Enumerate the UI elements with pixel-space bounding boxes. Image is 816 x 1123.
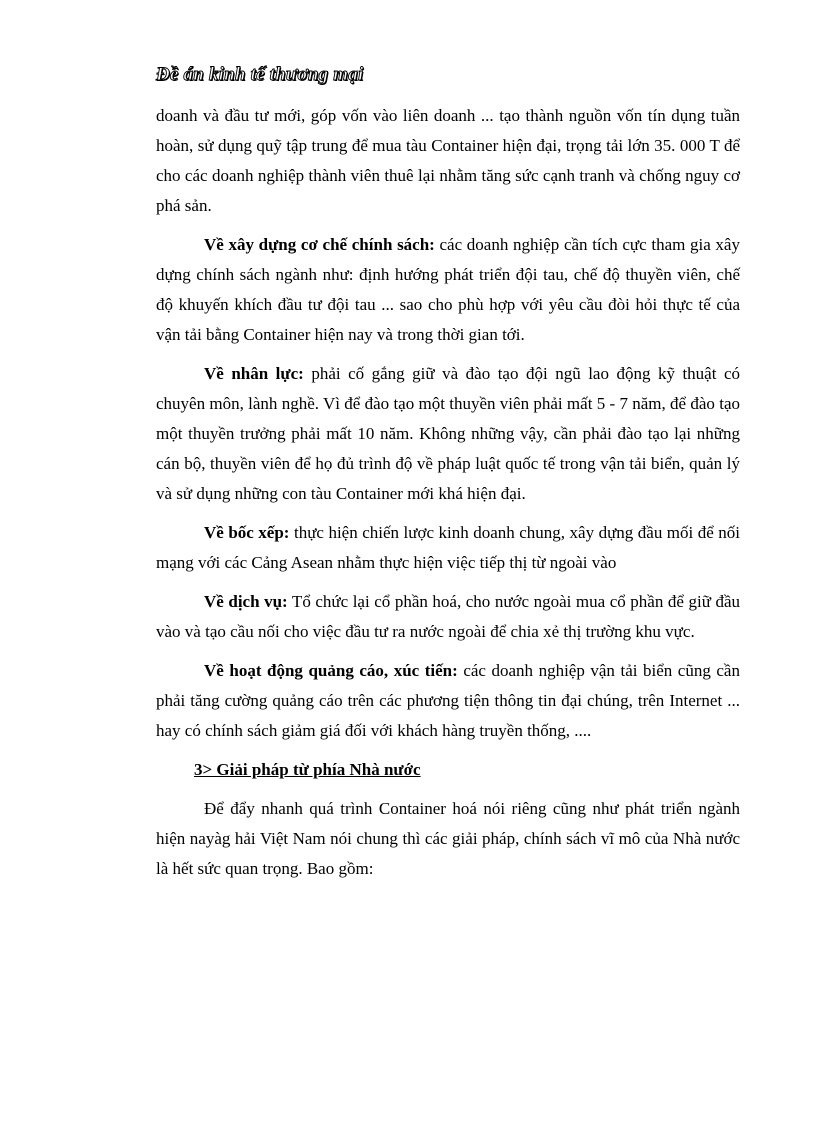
paragraph-policy — [156, 230, 740, 350]
paragraph-loading — [156, 518, 740, 578]
section-heading — [156, 755, 740, 785]
section-paragraph: Để đẩy nhanh quá trình Container hoá nói riêng cũng như phát triển ngành hiện nayàg hải Việt Nam nói chung thì các giải pháp, chính sách vĩ mô của Nhà nước là hết sức quan trọng. Bao gồm: — [156, 799, 740, 878]
paragraph-services — [156, 587, 740, 647]
paragraph-text: các doanh nghiệp cần tích cực tham gia xây dựng chính sách ngành như: định hướng phát triển đội tau, chế độ thuyền viên, chế độ khuyến khích đầu tư đội tau ... sao cho phù hợp với yêu cầu đòi hỏi thực tế của vận tải bằng Container hiện nay và trong thời gian tới. — [156, 235, 740, 344]
intro-paragraph: doanh và đầu tư mới, góp vốn vào liên doanh ... tạo thành nguồn vốn tín dụng tuần hoàn, sử dụng quỹ tập trung để mua tàu Container hiện đại, trọng tải lớn 35. 000 T để cho các doanh nghiệp thành viên thuê lại nhằm tăng sức cạnh tranh và chống nguy cơ phá sản. — [156, 106, 740, 215]
paragraph-label: Về dịch vụ: — [204, 592, 288, 611]
paragraph-text: các doanh nghiệp vận tải biển cũng cần phải tăng cường quảng cáo trên các phương tiện thông tin đại chúng, trên Internet ... hay có chính sách giảm giá đối với khách hàng truyền thống, .... — [156, 661, 740, 740]
paragraph-label: Về hoạt động quảng cáo, xúc tiến: — [204, 661, 458, 680]
document-body — [156, 101, 740, 884]
page-header: Đề án kinh tế thương mại — [156, 64, 364, 85]
paragraph-label: Về bốc xếp: — [204, 523, 290, 542]
paragraph-label: Về xây dựng cơ chế chính sách: — [204, 235, 435, 254]
paragraph-text: Tổ chức lại cổ phần hoá, cho nước ngoài mua cổ phần để giữ đầu vào và tạo cầu nối cho việc đầu tư ra nước ngoài để chia xẻ thị trường khu vực. — [156, 592, 740, 641]
paragraph-label: Về nhân lực: — [204, 364, 304, 383]
section-heading-text: 3> Giải pháp từ phía Nhà nước — [194, 760, 421, 779]
paragraph-text: phải cố gắng giữ và đào tạo đội ngũ lao động kỹ thuật có chuyên môn, lành nghề. Vì để đào tạo một thuyền viên phải mất 5 - 7 năm, để đào tạo một thuyền trưởng phải mất 10 năm. Không những vậy, cần phải đào tạo lại những cán bộ, thuyền viên để họ đủ trình độ về pháp luật quốc tế trong vận tải biển, quản lý và sử dụng những con tàu Container mới khá hiện đại. — [156, 364, 740, 503]
paragraph-advertising — [156, 656, 740, 746]
paragraph-text: thực hiện chiến lược kinh doanh chung, xây dựng đầu mối để nối mạng với các Cảng Asean nhằm thực hiện việc tiếp thị từ ngoài vào — [156, 523, 741, 572]
paragraph-human-resources — [156, 359, 740, 509]
